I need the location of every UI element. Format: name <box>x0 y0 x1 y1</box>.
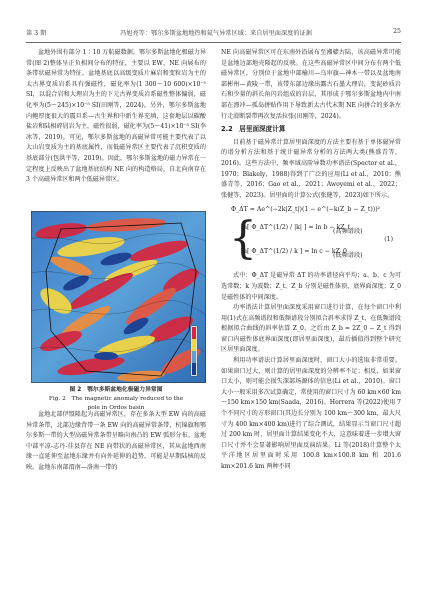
body-paragraph: 盆地外围有部分 1∶10 万航磁数据。鄂尔多斯盆地化极磁力异常(图 2)整体呈正负相间分布的特征，主要以 EW、NE 向展布的条带状磁异常为特征。盆地基底以高级变质片麻岩和变粒岩为主的太古界变质岩系具有强磁性，磁化率为(1 300～10 600)×10⁻⁵ SI，以混合岩和大理岩为主的下元古界变质岩系磁性整体偏弱，磁化率为(5～245)×10⁻⁵ SI(田刚等，2024)。另外，鄂尔多斯盆地内鲍厚度很大的震旦系—古生界和中新生界充填，这套地层以碳酸盐岩和陆相碎屑岩为主，磁性很弱，磁化率为(5～41)×10⁻⁵ SI(李冰等，2019)。可见，鄂尔多斯盆地的高磁异常可能主要代表了以大山岩变质为主的基底属性，而低磁异常区主要代表了沉积变质的基底部分(包洪平等，2019)。因此，鄂尔多斯盆地的磁力异常在一定程度上反映出了盆地基底结构 NE 向的构造格局，自北向南存在 3 个高磁异常区和两个低磁异常区。 <box>26 49 206 184</box>
equation-label-low: (低频谱段) <box>333 252 363 260</box>
body-paragraph: 盆地北部伊盟隆起为高磁异常区，存在多条大型 EW 向的高磁异常条带，北部边缘背带一条 EW 向的高磁异常条带，杭锦旗和鄂尔多斯一带的大型高磁异常条带呈略向南凸的 EW 弧形分布。盆地中部平凉-志丹-佳县存在 NE 向带状的高磁异常区，其从盆地西南缘一直延伸至盆地东缘并有向外延伸的趋势，可能是早期陆核的反映。盆地东南部渭南—洛南一带的 <box>26 411 206 471</box>
page-number: 25 <box>393 28 401 35</box>
equation-row-high: ln[ Φ_ΔT^(1/2) / |k| ] = ln b − kZ_t <box>241 224 351 232</box>
issue-label: 第 3 期 <box>26 30 47 37</box>
body-paragraph-continued: NE 向高磁异常区可在东南外沿展布至湘赣古陆，该高磁异常可能是盆地边部地壳隆起的反映。在这些高磁异常区中间分布有两个低磁异常区，分别位于盆地中部榆川—乌审旗—神木一带以及盆地南部彬州—黄陵一带，该带东部边缘出露古石墨大理岩，变泥砂质岩石和少量的斜长角闪岩组成的岩层，其形成于鄂尔多斯盆地内中南部在漂冲—孤岛拼贴作用下导致新太古代末期 NE 向拼合的多条左行走滑断裂带再次复活拉张(田刚等，2024)。 <box>221 49 401 120</box>
figure-caption-cn: 图 2 鄂尔多斯盆地化极磁力异常图 <box>69 387 163 393</box>
figure-caption-en-line2: pole in Ordos basin <box>87 405 145 411</box>
map-image <box>31 211 206 383</box>
header-rule <box>26 42 401 43</box>
left-column-lower <box>26 410 206 474</box>
body-paragraph: 式中：Φ_ΔT 是磁异常 ΔT 的功率谱径向平均；a、b、c 为可选常数；k 为波数；Z_t、Z_b 分别是磁性体顶、底界面深度；Z_0 是磁性体的中间深度。 <box>221 272 401 301</box>
body-paragraph: 利用功率谱法计算居里面深度时，窗口大小的选取非常重要。如果窗口过大，则计算的居里面深度的分辨率不足；相反，如果窗口太小，则可能会损失深部场源体的信息(Li et al.，2010)。窗口大小一般采用多次试算确定，常使用的窗口尺寸为 60 km×60 km～150 km×150 km(Saada，2016)。Herrera 等(2022)使用 7 个不同尺寸的方形窗口(其边长分别为 100 km～300 km，最大尺寸为 400 km×400 km)进行了综合测试，结果显示当窗口尺寸超过 200 km 时，居里面计算结果变化不大，这意味着进一步增大窗口尺寸并不会显著影响居里面反演结果。Li 等(2018)计算整个太平洋地区居里面时采用 100.8 km×100.8 km 和 201.6 km×201.6 km 两种不同 <box>221 357 401 470</box>
figure-caption <box>26 386 206 413</box>
section-heading: 2.2 居里面深度计算 <box>221 125 286 134</box>
colorbar <box>191 326 197 376</box>
body-paragraph: 目前基于磁异常计算居里面深度的方法主要有基于单体磁异常的谱分析方法和基于统计磁异常分析的方法两大类(熊盛青等，2016)。这些方法中，频率域高阶导数功率谱法(Spector et al.，1970；Blakely，1988)得到了广泛的应用(Li et al.，2010；熊盛青等，2016；Gao et al.，2021；Awoyemi et al.，2022；张健等，2023)。居里面的计算公式(张健等，2023)如下所示。 <box>221 138 401 199</box>
equation-label-high: (高频谱段) <box>333 228 363 236</box>
body-paragraph: 功率谱法计算居里面深度采用窗口进行计算，在每个窗口中利用(1)式在高频谱段和低频谱段分别拟合斜率求得 Z_t，在低频谱段根据拟合曲线的斜率估算 Z_0，之后由 Z_b = 2Z_0 − Z_t 得到窗口内磁性体底界面深度(即居里面深度)，最后插值得到整个研究区居里面深度。 <box>221 304 401 354</box>
equation-row-low: ln[ Φ_ΔT^(1/2) / k ] = ln c − kZ_0 <box>241 248 347 256</box>
running-title: 冯旭亮等：鄂尔多斯盆地地热和氦气异常区域：来自居里面深度的证据 <box>120 30 312 37</box>
equation-block <box>221 205 401 267</box>
figure-caption-en-line1: Fig. 2 The magnetic anomaly reduced to the <box>48 396 184 402</box>
right-column <box>221 48 401 473</box>
left-column-upper <box>26 48 206 186</box>
equation-number: (1) <box>384 236 393 244</box>
magnetic-anomaly-map <box>31 211 206 383</box>
equation-main: Φ_ΔT = Ae^(−2k|Z_t|)(1 − e^(−k(Z_b − Z_t)))² <box>231 206 381 214</box>
equation-brace: { <box>229 213 257 265</box>
running-header <box>26 26 401 40</box>
